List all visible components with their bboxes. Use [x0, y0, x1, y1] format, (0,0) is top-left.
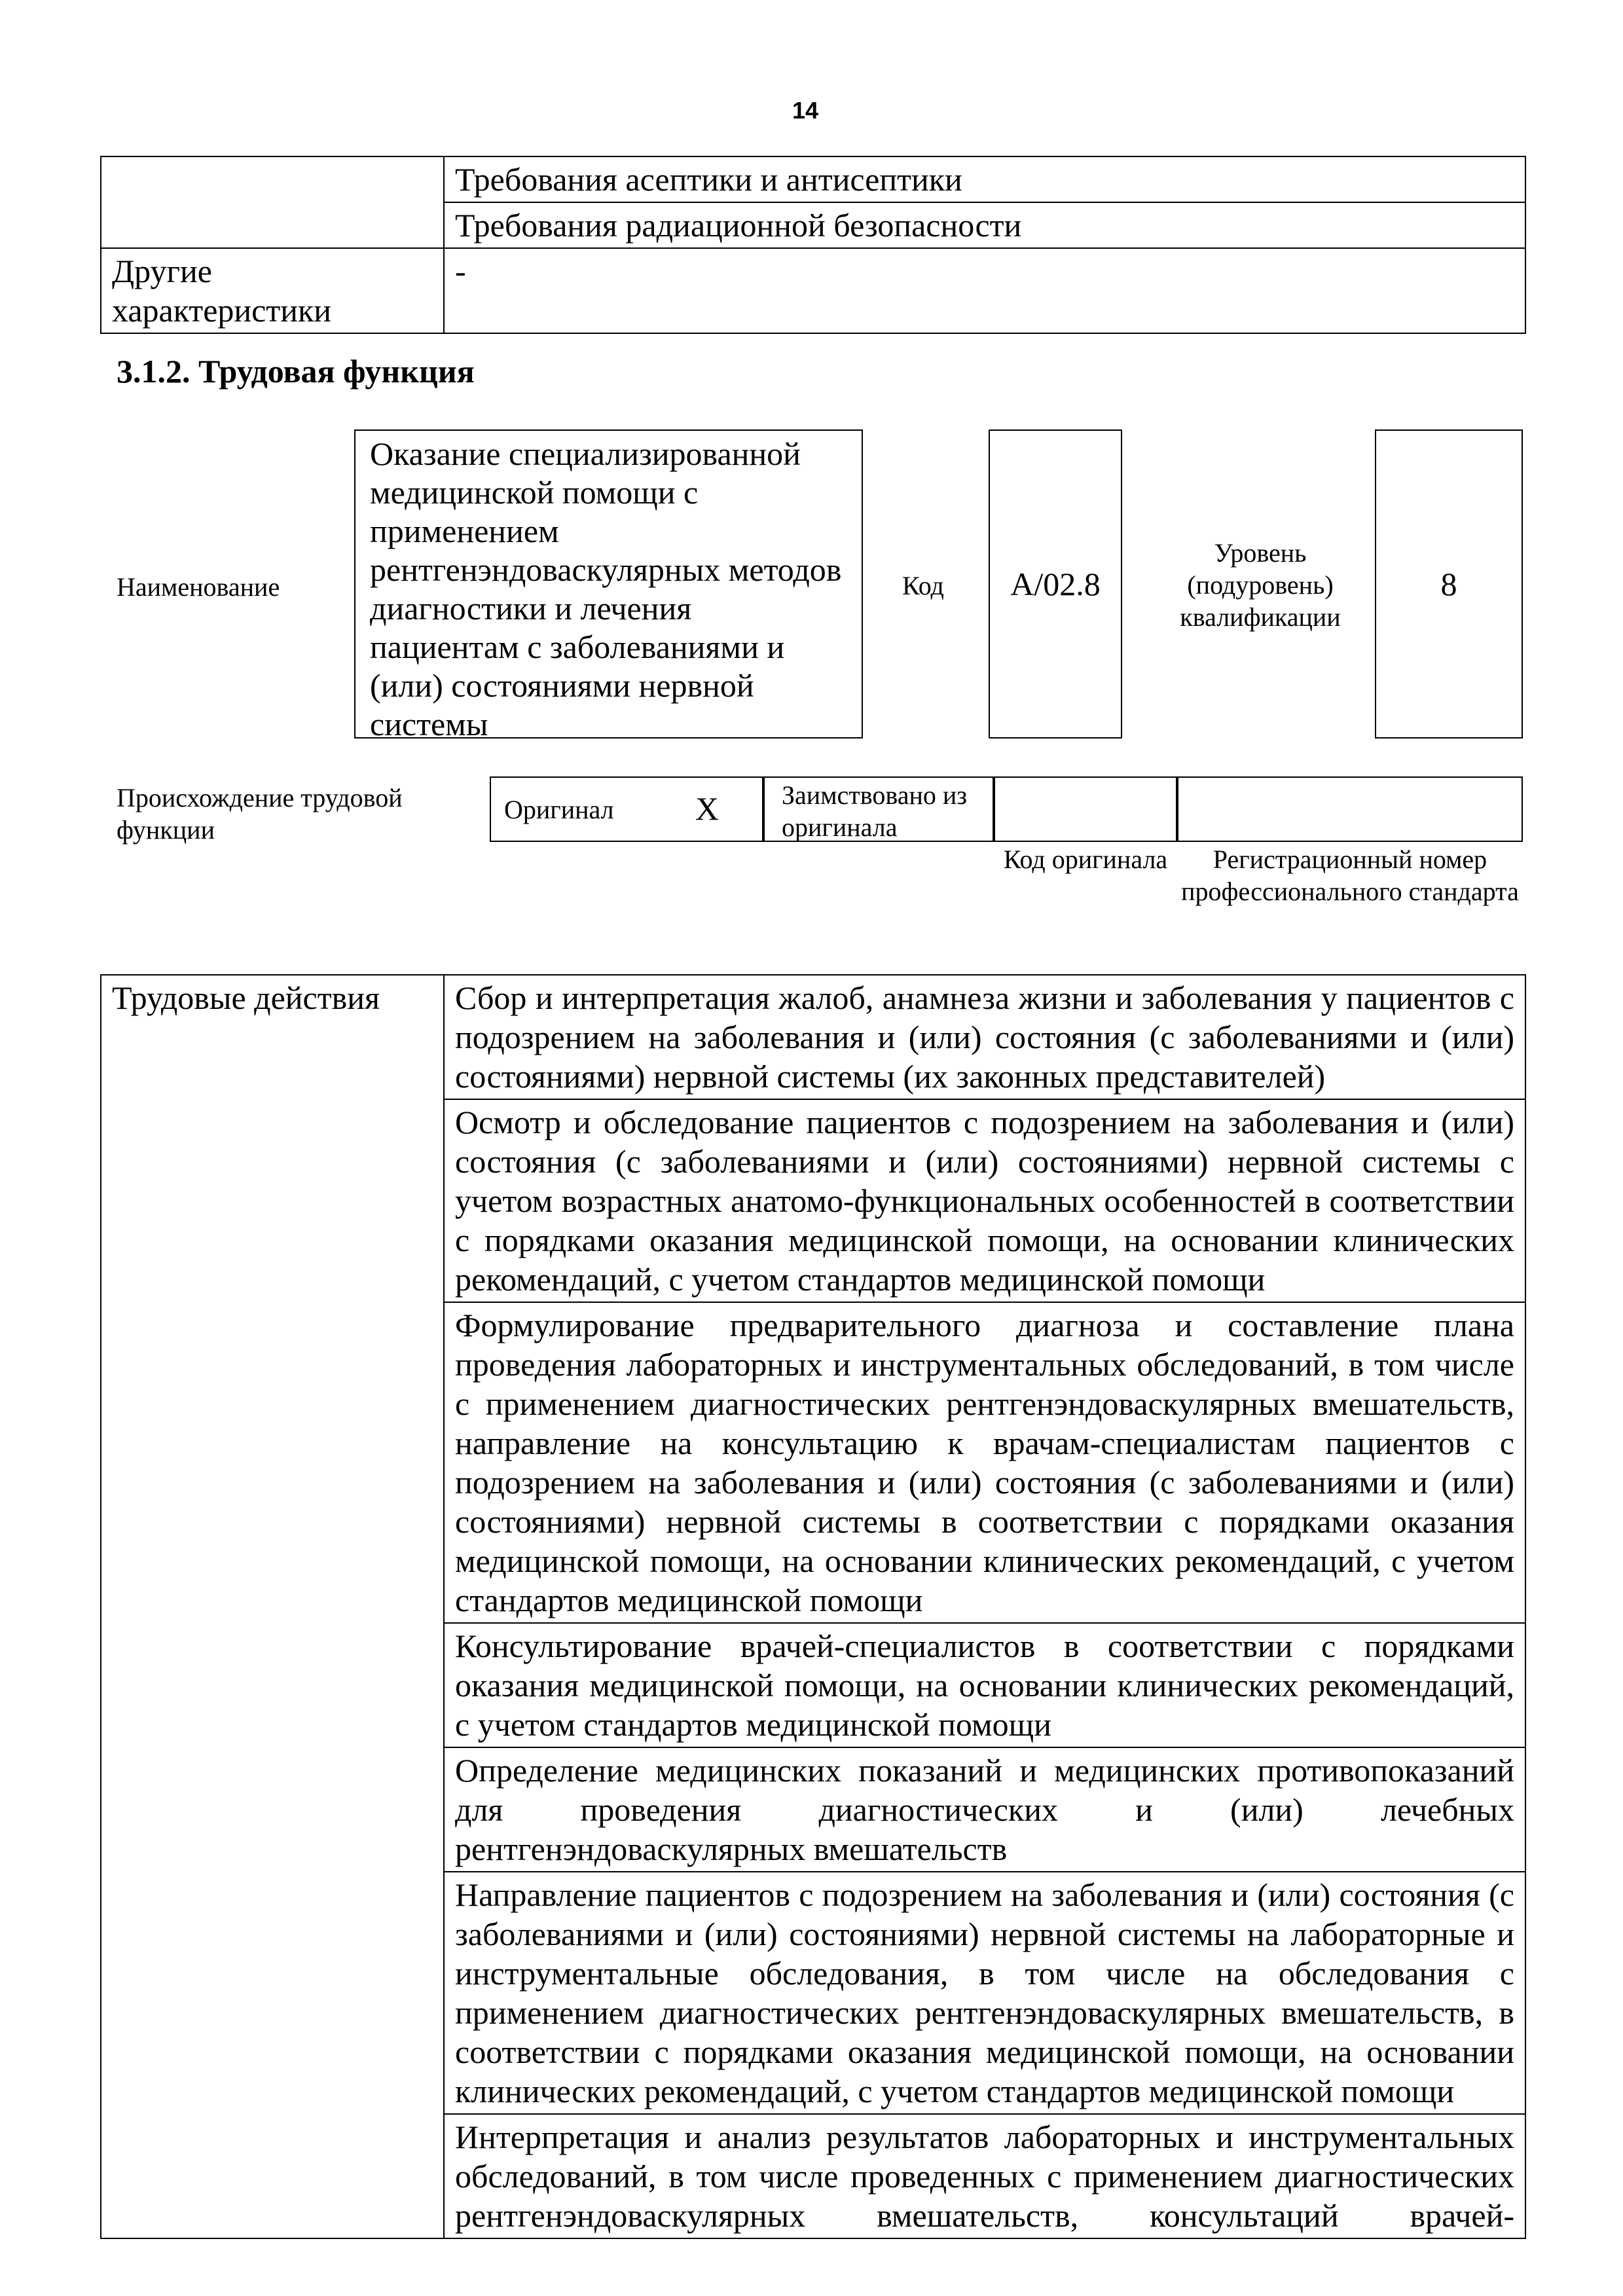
original-mark: X [695, 790, 720, 827]
function-name-value: Оказание специализированной медицинской помощи с применением рентгенэндоваскулярных методов диагностики и лечения пациентам с заболеваниями и (или) состояниями нервной системы [370, 435, 842, 742]
page-number: 14 [792, 97, 819, 124]
original-code-cell [994, 776, 1177, 842]
section-heading: 3.1.2. Трудовая функция [117, 353, 475, 390]
empty-cell [101, 202, 444, 248]
registration-caption: Регистрационный номер профессионального стандарта [1181, 845, 1519, 906]
action-item: Осмотр и обследование пациентов с подозрением на заболевания и (или) состояния (с заболеваниями и (или) состояниями) нервной системы с учетом возрастных анатомо-функциональных особенностей в соответствии с порядками оказания медицинской помощи, на основании клинических рекомендаций, с учетом стандартов медицинской помощи [444, 1099, 1525, 1302]
action-item: Определение медицинских показаний и медицинских противопоказаний для проведения диагностических и (или) лечебных рентгенэндоваскулярных вмешательств [444, 1747, 1525, 1872]
requirement-radiation: Требования радиационной безопасности [444, 202, 1525, 248]
labor-actions-label: Трудовые действия [101, 975, 444, 2238]
code-label: Код [902, 571, 944, 600]
action-item: Формулирование предварительного диагноза и составление плана проведения лабораторных и инструментальных обследований, в том числе с применением диагностических рентгенэндоваскулярных вмешательств, направление на консультацию к врачам-специалистам пациентов с подозрением на заболевания и (или) состояния (с заболеваниями и (или) состояниями) нервной системы в соответствии с порядками оказания медицинской помощи, на основании клинических рекомендаций, с учетом стандартов медицинской помощи [444, 1302, 1525, 1623]
borrowed-cell [763, 776, 994, 842]
function-name-box [354, 429, 863, 742]
action-item: Интерпретация и анализ результатов лабораторных и инструментальных обследований, в том числе проведенных с применением диагностических рентгенэндоваскулярных вмешательств, консультаций врачей- [444, 2114, 1525, 2238]
code-box [989, 429, 1122, 738]
requirement-aseptic: Требования асептики и антисептики [444, 156, 1525, 202]
borrowed-text: Заимствовано из оригинала [782, 780, 968, 842]
level-label: Уровень (подуровень) квалификации [1180, 538, 1341, 632]
registration-number-cell [1177, 776, 1523, 842]
empty-cell [101, 156, 444, 202]
labor-actions-table [100, 974, 1526, 2239]
level-value: 8 [1440, 565, 1457, 602]
original-text: Оригинал [504, 795, 614, 824]
other-characteristics-label: Другие характеристики [101, 248, 444, 333]
name-label: Наименование [117, 572, 280, 602]
action-item: Консультирование врачей-специалистов в соответствии с порядками оказания медицинской помощи, на основании клинических рекомендаций, с учетом стандартов медицинской помощи [444, 1623, 1525, 1747]
other-characteristics-value: - [444, 248, 1525, 333]
action-item: Сбор и интерпретация жалоб, анамнеза жизни и заболевания у пациентов с подозрением на заболевания и (или) состояния (с заболеваниями и (или) состояниями) нервной системы (их законных представителей) [444, 975, 1525, 1099]
level-box [1375, 429, 1523, 738]
code-value: A/02.8 [1010, 565, 1101, 602]
top-characteristics-table [100, 156, 1526, 334]
action-item: Направление пациентов с подозрением на заболевания и (или) состояния (с заболеваниями и (или) состояниями) нервной системы на лабораторные и инструментальные обследования, в том числе на обследования с применением диагностических рентгенэндоваскулярных вмешательств, в соответствии с порядками оказания медицинской помощи, на основании клинических рекомендаций, с учетом стандартов медицинской помощи [444, 1872, 1525, 2114]
origin-label: Происхождение трудовой функции [117, 783, 403, 845]
code-caption: Код оригинала [1003, 845, 1168, 874]
original-cell [490, 776, 763, 842]
